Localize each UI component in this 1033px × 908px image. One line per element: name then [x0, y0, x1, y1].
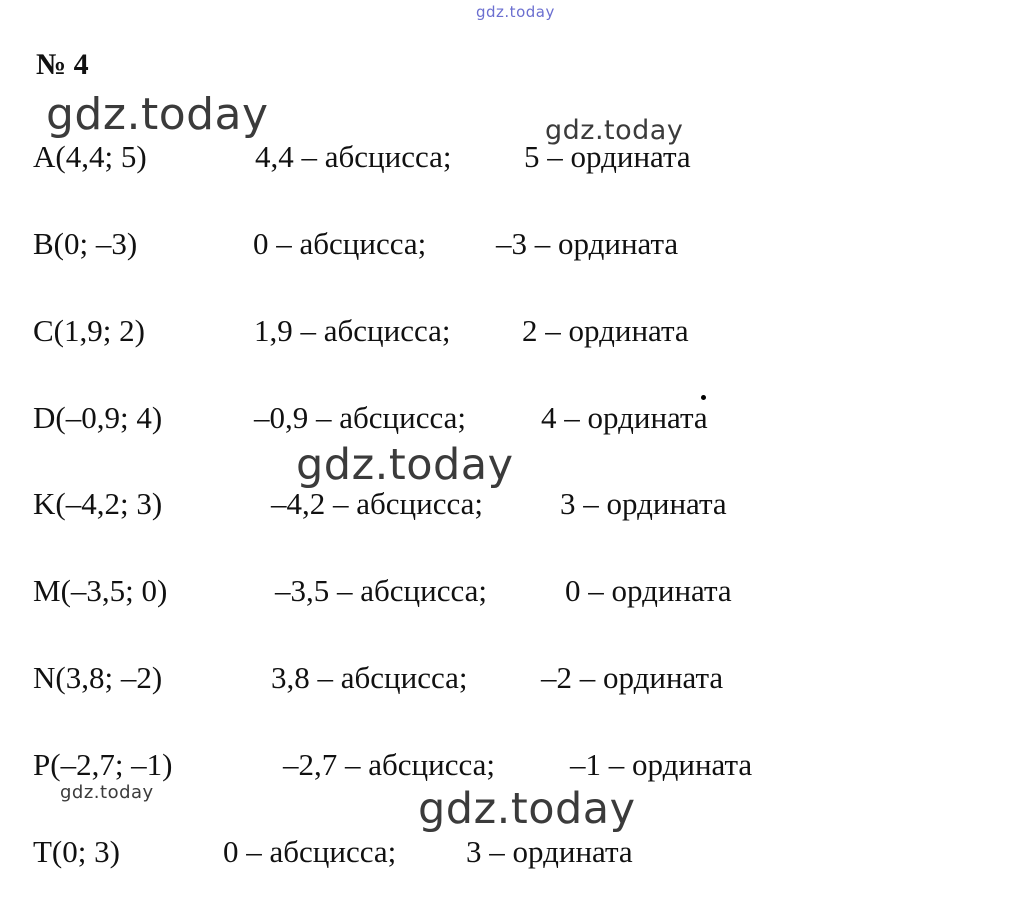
point-label: P(–2,7; –1) — [33, 747, 173, 782]
small-dot-mark — [701, 395, 706, 400]
coordinate-row — [0, 571, 1033, 611]
coordinate-row — [0, 832, 1033, 872]
point-label: M(–3,5; 0) — [33, 573, 168, 608]
ordinate-text: –1 – ордината — [570, 747, 753, 782]
abscissa-text: –4,2 – абсцисса; — [271, 486, 483, 521]
coordinate-row — [0, 137, 1033, 177]
watermark: gdz.today — [296, 440, 514, 490]
point-label: C(1,9; 2) — [33, 313, 145, 348]
abscissa-text: 0 – абсцисса; — [253, 226, 427, 261]
point-label: T(0; 3) — [33, 834, 120, 869]
watermark: gdz.today — [60, 782, 154, 803]
coordinate-row — [0, 745, 1033, 785]
coordinate-row — [0, 484, 1033, 524]
abscissa-text: 1,9 – абсцисса; — [254, 313, 451, 348]
ordinate-text: –2 – ордината — [541, 660, 724, 695]
ordinate-text: 3 – ордината — [560, 486, 727, 521]
ordinate-text: 4 – ордината — [541, 400, 708, 435]
point-label: B(0; –3) — [33, 226, 138, 261]
coordinate-row — [0, 224, 1033, 264]
coordinate-row — [0, 311, 1033, 351]
ordinate-text: 3 – ордината — [466, 834, 633, 869]
abscissa-text: –3,5 – абсцисса; — [275, 573, 487, 608]
abscissa-text: 3,8 – абсцисса; — [271, 660, 468, 695]
coordinate-row — [0, 398, 1033, 438]
watermark: gdz.today — [545, 115, 684, 146]
abscissa-text: 0 – абсцисса; — [223, 834, 397, 869]
exercise-number: № 4 — [36, 48, 89, 81]
watermark-top: gdz.today — [476, 3, 555, 21]
ordinate-text: –3 – ордината — [496, 226, 679, 261]
watermark: gdz.today — [46, 89, 269, 140]
ordinate-text: 0 – ордината — [565, 573, 732, 608]
point-label: K(–4,2; 3) — [33, 486, 163, 521]
ordinate-text: 5 – ордината — [524, 139, 691, 174]
point-label: A(4,4; 5) — [33, 139, 147, 174]
abscissa-text: –0,9 – абсцисса; — [254, 400, 466, 435]
abscissa-text: 4,4 – абсцисса; — [255, 139, 452, 174]
ordinate-text: 2 – ордината — [522, 313, 689, 348]
watermark: gdz.today — [418, 784, 636, 834]
point-label: D(–0,9; 4) — [33, 400, 163, 435]
abscissa-text: –2,7 – абсцисса; — [283, 747, 495, 782]
coordinate-row — [0, 658, 1033, 698]
point-label: N(3,8; –2) — [33, 660, 163, 695]
